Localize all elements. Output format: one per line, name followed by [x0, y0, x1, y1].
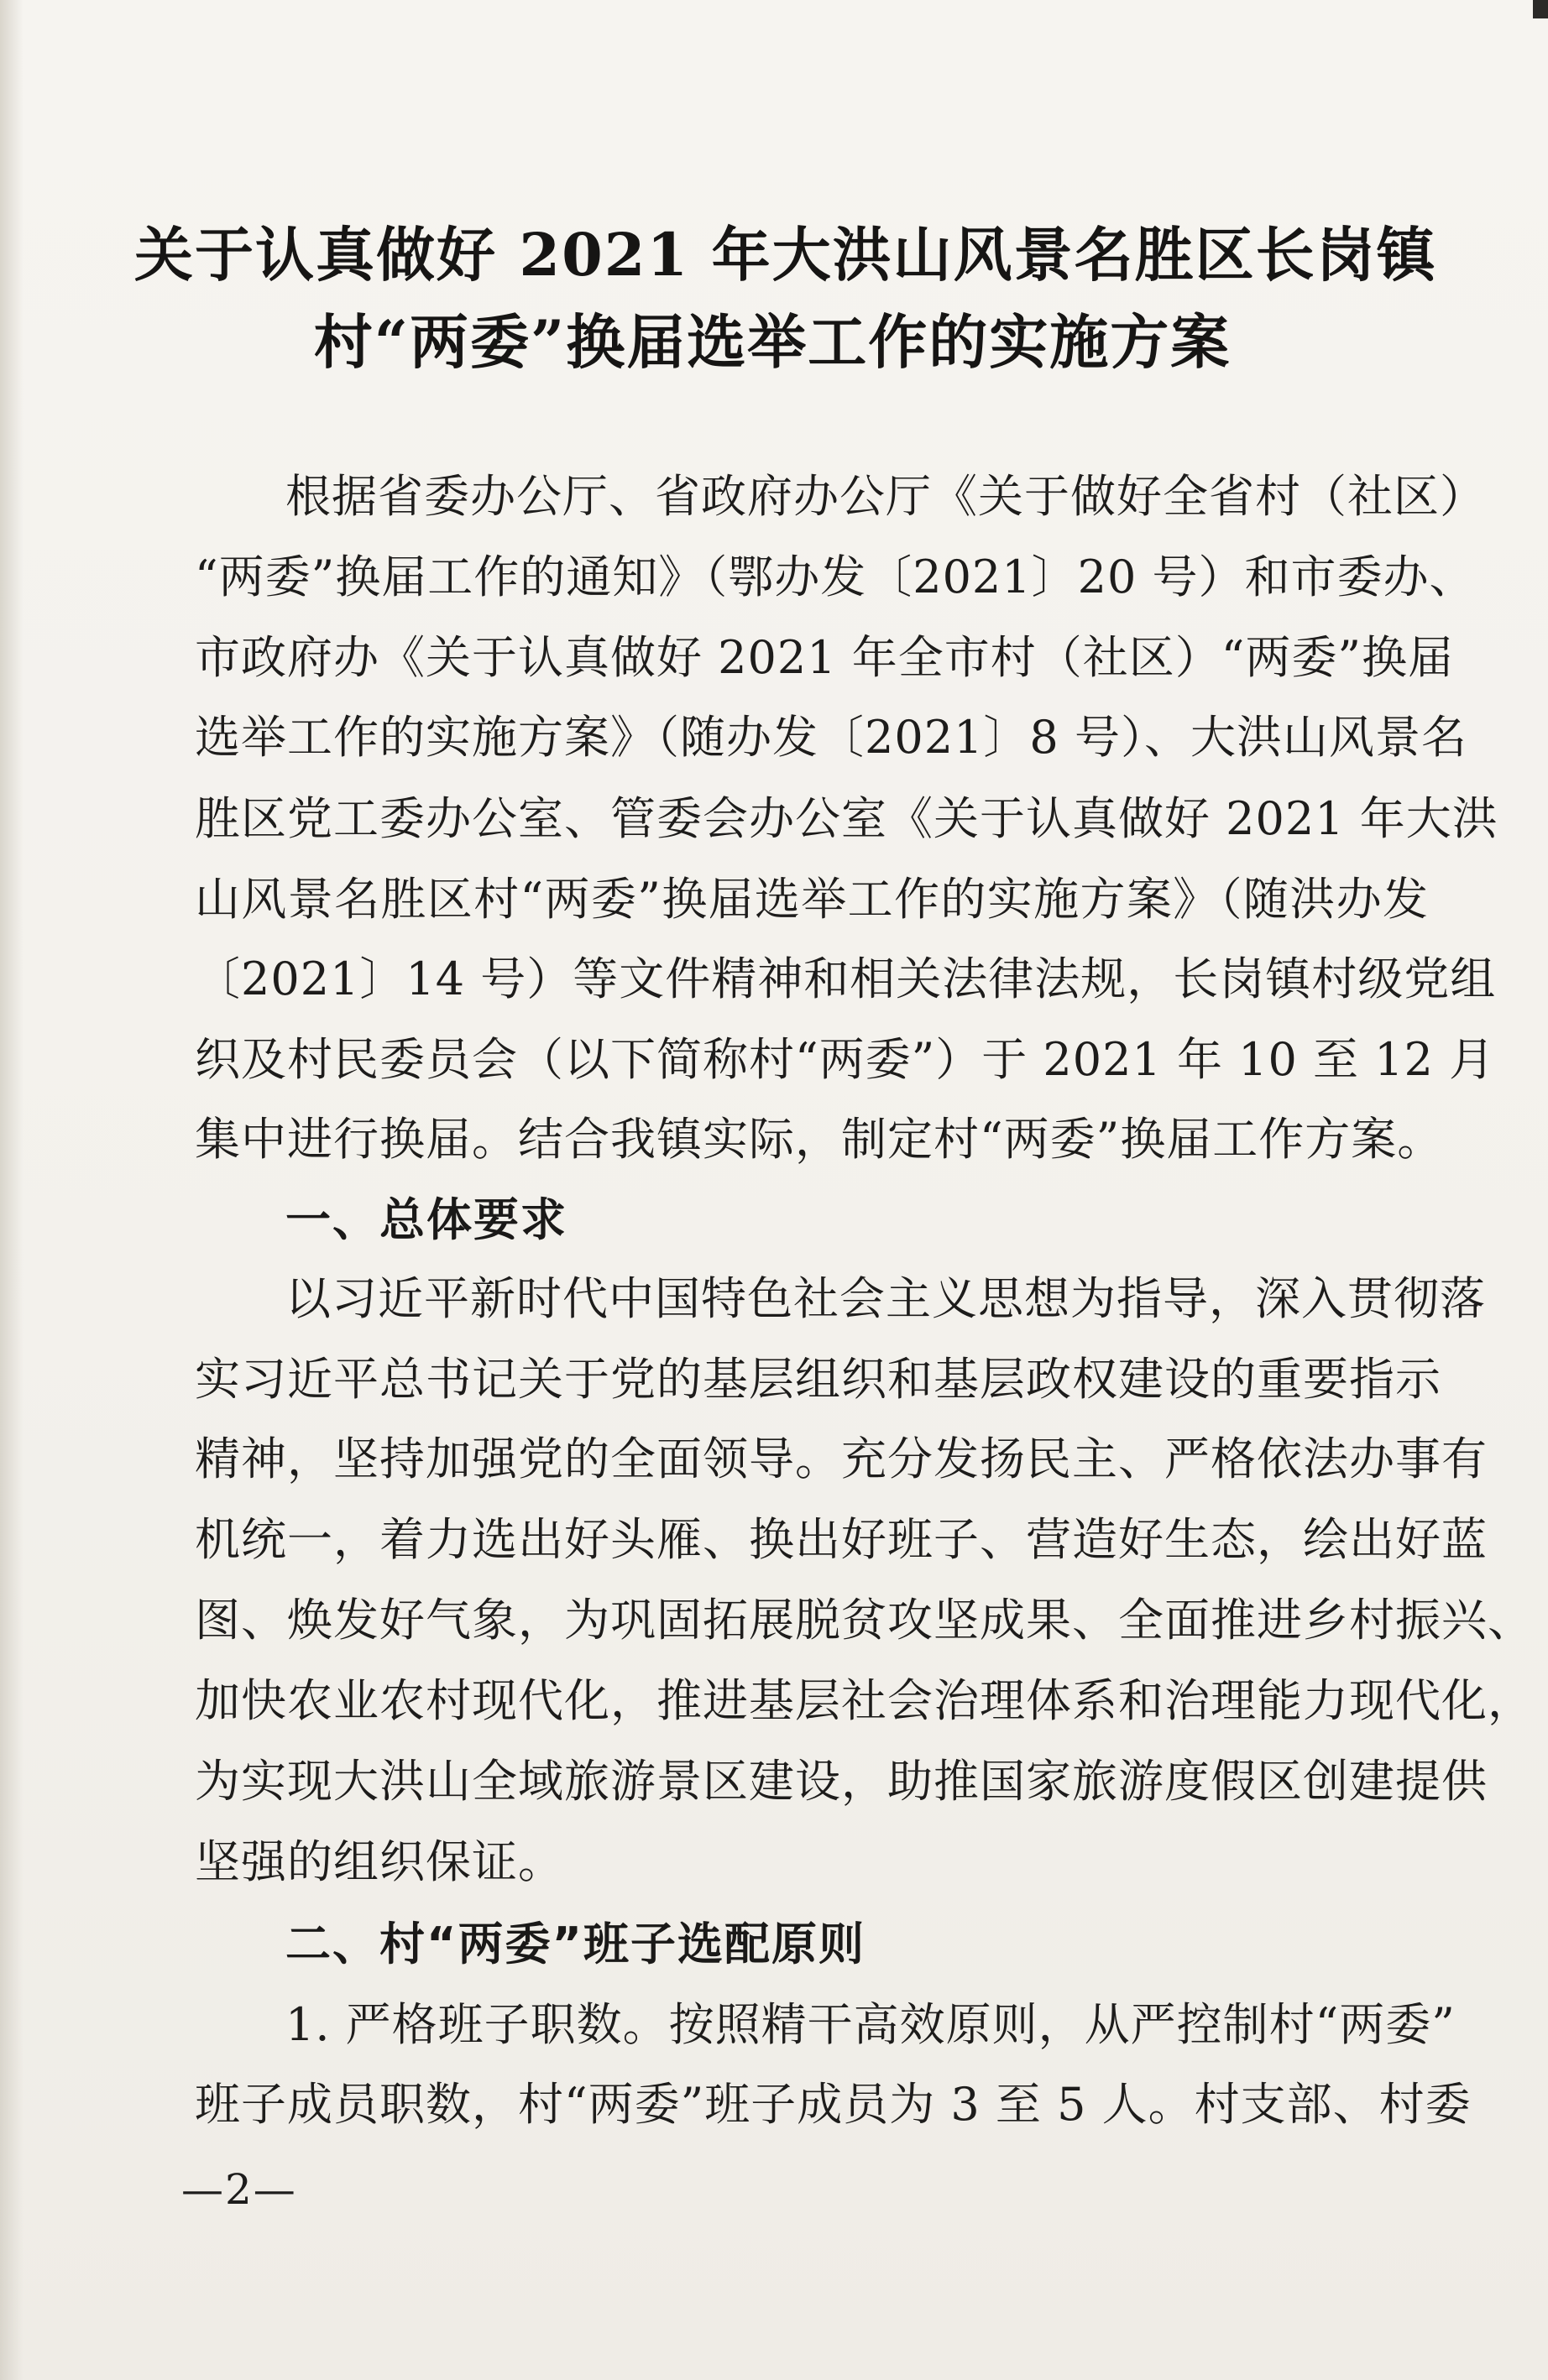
- paragraph-2-line: 加快农业农村现代化，推进基层社会治理体系和治理能力现代化，: [195, 1674, 1534, 1727]
- paragraph-2-line: 精神，坚持加强党的全面领导。充分发扬民主、严格依法办事有: [195, 1433, 1488, 1485]
- paragraph-1-line: 织及村民委员会（以下简称村“两委”）于 2021 年 10 至 12 月: [195, 1033, 1496, 1086]
- paragraph-2-line: 以习近平新时代中国特色社会主义思想为指导，深入贯彻落: [285, 1272, 1486, 1325]
- paragraph-2-line: 实习近平总书记关于党的基层组织和基层政权建设的重要指示: [195, 1353, 1441, 1406]
- page-number: —2—: [181, 2165, 297, 2214]
- paragraph-1-line: 根据省委办公厅、省政府办公厅《关于做好全省村（社区）: [285, 470, 1486, 523]
- paragraph-3-line: 1. 严格班子职数。按照精干高效原则，从严控制村“两委”: [285, 1998, 1456, 2051]
- paragraph-2-line: 坚强的组织保证。: [195, 1835, 564, 1888]
- paragraph-1-line: 市政府办《关于认真做好 2021 年全市村（社区）“两委”换届: [195, 631, 1454, 684]
- document-title-line-1: 关于认真做好 2021 年大洪山风景名胜区长岗镇: [134, 220, 1437, 290]
- paragraph-1-line: 胜区党工委办公室、管委会办公室《关于认真做好 2021 年大洪: [195, 792, 1498, 845]
- paragraph-1-line: 山风景名胜区村“两委”换届选举工作的实施方案》（随洪办发: [195, 873, 1429, 926]
- paragraph-3-line: 班子成员职数，村“两委”班子成员为 3 至 5 人。村支部、村委: [195, 2078, 1472, 2131]
- paragraph-1-line: 集中进行换届。结合我镇实际，制定村“两委”换届工作方案。: [195, 1113, 1444, 1166]
- section-heading-1: 一、总体要求: [285, 1193, 567, 1246]
- paragraph-1-line: 〔2021〕14 号）等文件精神和相关法律法规，长岗镇村级党组: [195, 953, 1497, 1005]
- paragraph-2-line: 为实现大洪山全域旅游景区建设，助推国家旅游度假区创建提供: [195, 1755, 1488, 1808]
- page-edge-shadow: [0, 0, 24, 2380]
- paragraph-2-line: 图、焕发好气象，为巩固拓展脱贫攻坚成果、全面推进乡村振兴、: [195, 1594, 1534, 1647]
- document-title-line-2: 村“两委”换届选举工作的实施方案: [313, 307, 1232, 377]
- paragraph-1-line: “两委”换届工作的通知》（鄂办发〔2021〕20 号）和市委办、: [195, 551, 1476, 603]
- section-heading-2: 二、村“两委”班子选配原则: [285, 1918, 866, 1970]
- paragraph-2-line: 机统一，着力选出好头雁、换出好班子、营造好生态，绘出好蓝: [195, 1513, 1488, 1566]
- paragraph-1-line: 选举工作的实施方案》（随办发〔2021〕8 号）、大洪山风景名: [195, 711, 1467, 764]
- corner-mark: [1533, 0, 1548, 18]
